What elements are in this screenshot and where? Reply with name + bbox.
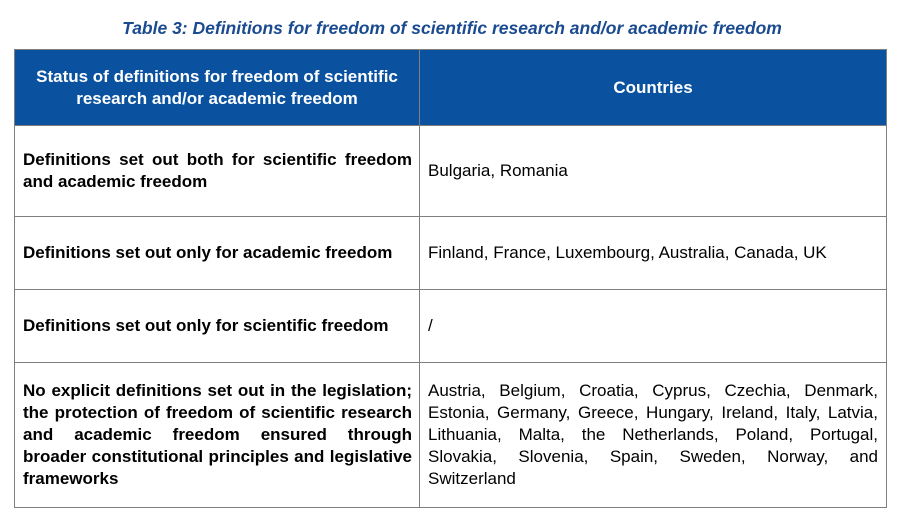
- column-header-countries: Countries: [420, 50, 887, 126]
- table-row: [15, 290, 887, 363]
- countries-cell: Bulgaria, Romania: [420, 126, 887, 217]
- table-header-row: [15, 50, 887, 126]
- status-cell: No explicit definitions set out in the legislation; the protection of freedom of scientific research and academic freedom ensured through broader constitutional principles and legislative frameworks: [15, 363, 420, 508]
- countries-cell: Austria, Belgium, Croatia, Cyprus, Czechia, Denmark, Estonia, Germany, Greece, Hungary, Ireland, Italy, Latvia, Lithuania, Malta, the Netherlands, Poland, Portugal, Slovakia, Slovenia, Spain, Sweden, Norway, and Switzerland: [420, 363, 887, 508]
- status-cell: Definitions set out only for academic freedom: [15, 217, 420, 290]
- table-caption: Table 3: Definitions for freedom of scientific research and/or academic freedom: [122, 18, 782, 38]
- definitions-table: [14, 49, 887, 508]
- status-cell: Definitions set out only for scientific freedom: [15, 290, 420, 363]
- table-row: [15, 363, 887, 508]
- column-header-status: Status of definitions for freedom of scientific research and/or academic freedom: [15, 50, 420, 126]
- countries-cell: /: [420, 290, 887, 363]
- table-row: [15, 126, 887, 217]
- status-cell: Definitions set out both for scientific freedom and academic freedom: [15, 126, 420, 217]
- countries-cell: Finland, France, Luxembourg, Australia, Canada, UK: [420, 217, 887, 290]
- table-row: [15, 217, 887, 290]
